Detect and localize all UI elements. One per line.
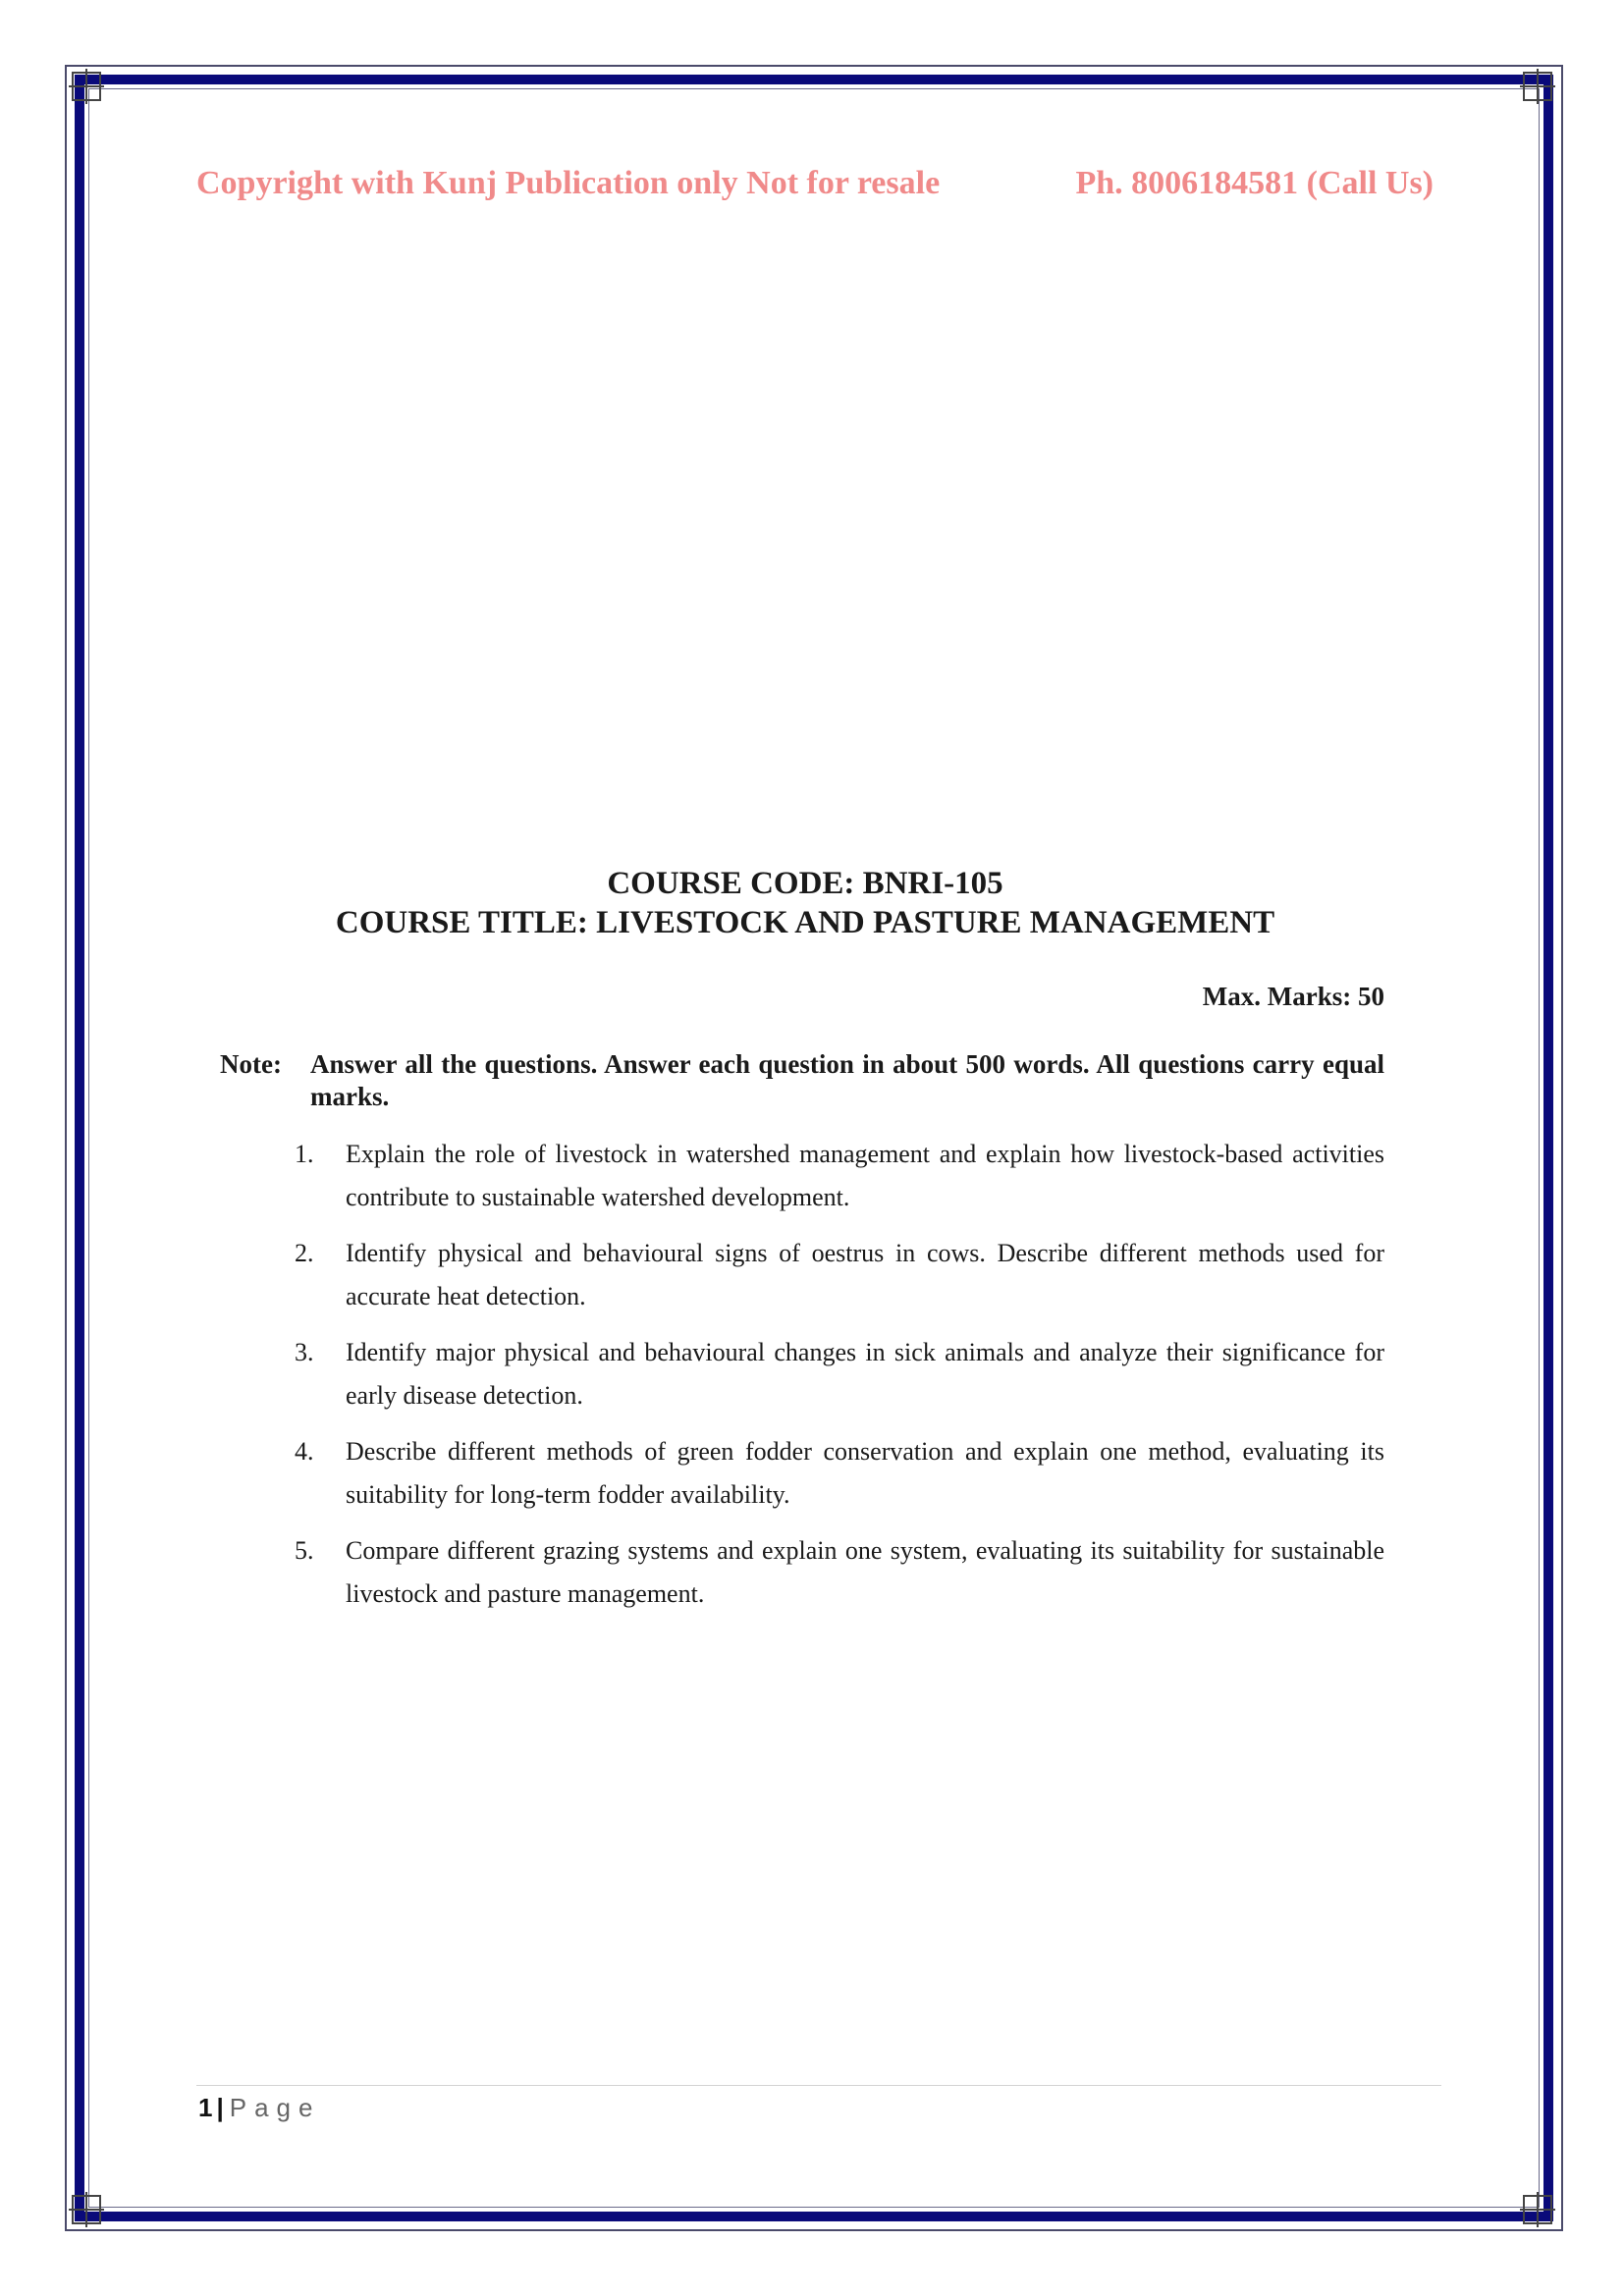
question-item: [295, 1430, 1384, 1517]
page-footer: [198, 2093, 320, 2123]
note-label: Note:: [220, 1049, 282, 1079]
max-marks: Max. Marks: 50: [1202, 982, 1384, 1011]
question-item: [295, 1133, 1384, 1219]
question-text: Identify physical and behavioural signs of oestrus in cows. Describe different methods used for accurate heat detection.: [346, 1239, 1384, 1310]
page-label: Page: [229, 2093, 321, 2122]
question-item: [295, 1232, 1384, 1318]
question-text: Explain the role of livestock in watershed management and explain how livestock-based activities contribute to sustainable watershed development.: [346, 1140, 1384, 1211]
course-title: COURSE TITLE: LIVESTOCK AND PASTURE MANAGEMENT: [335, 905, 1275, 940]
border-corner-ornament: [1520, 2192, 1555, 2227]
course-heading: [216, 864, 1394, 942]
instructions-note: [220, 1048, 1384, 1113]
note-text: Answer all the questions. Answer each question in about 500 words. All questions carry equal marks.: [310, 1049, 1384, 1111]
page-number: 1: [198, 2093, 213, 2122]
question-number: 2.: [295, 1239, 314, 1267]
course-code: COURSE CODE: BNRI-105: [607, 866, 1003, 901]
question-item: [295, 1331, 1384, 1417]
contact-phone: Ph. 8006184581 (Call Us): [1075, 165, 1434, 201]
question-number: 3.: [295, 1338, 314, 1366]
border-corner-ornament: [69, 2192, 104, 2227]
question-item: [295, 1529, 1384, 1616]
question-text: Describe different methods of green fodder conservation and explain one method, evaluating its suitability for long-term fodder availability.: [346, 1437, 1384, 1509]
border-corner-ornament: [69, 69, 104, 104]
page-separator: |: [216, 2093, 224, 2122]
footer-divider: [196, 2085, 1441, 2086]
question-list: [295, 1133, 1384, 1629]
question-number: 4.: [295, 1437, 314, 1466]
question-number: 5.: [295, 1536, 314, 1565]
copyright-notice: Copyright with Kunj Publication only Not for resale: [196, 165, 941, 201]
question-number: 1.: [295, 1140, 314, 1168]
question-text: Compare different grazing systems and explain one system, evaluating its suitability for sustainable livestock and pasture management.: [346, 1536, 1384, 1608]
copyright-header: [196, 165, 1434, 202]
question-text: Identify major physical and behavioural changes in sick animals and analyze their significance for early disease detection.: [346, 1338, 1384, 1410]
border-corner-ornament: [1520, 69, 1555, 104]
